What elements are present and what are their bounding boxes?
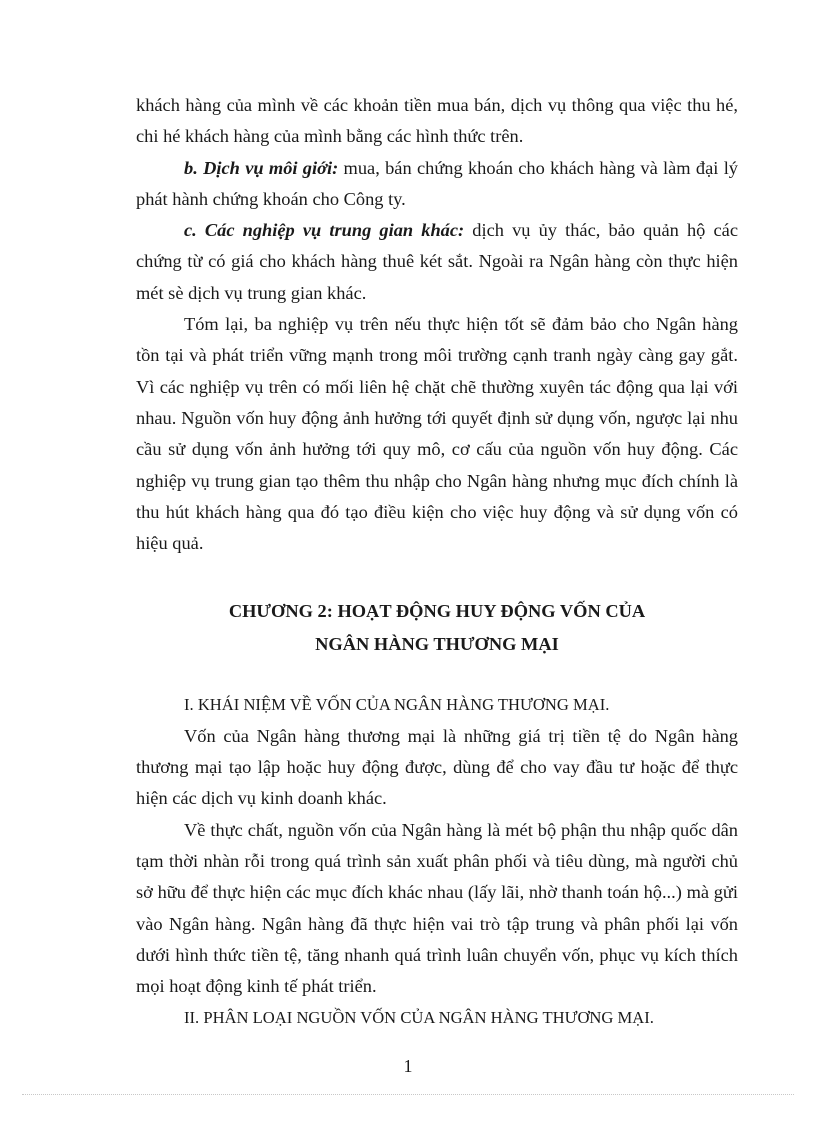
page-number: 1 [403, 1056, 413, 1076]
paragraph-brokerage [136, 153, 738, 216]
paragraph-capital-nature: Về thực chất, nguồn vốn của Ngân hàng là mét bộ phận thu nhập quốc dân tạm thời nhàn rỗi trong quá trình sản xuất phân phối và tiêu dùng, mà người chủ sở hữu để thực hiện các mục đích khác nhau (lấy lãi, nhờ thanh toán hộ...) mà gửi vào Ngân hàng. Ngân hàng đã thực hiện vai trò tập trung và phân phối lại vốn dưới hình thức tiền tệ, tăng nhanh quá trình luân chuyển vốn, phục vụ kích thích mọi hoạt động kinh tế phát triển. [136, 819, 738, 997]
intermediary-heading: c. Các nghiệp vụ trung gian khác: [184, 220, 465, 241]
paragraph-summary: Tóm lại, ba nghiệp vụ trên nếu thực hiện tốt sẽ đảm bảo cho Ngân hàng tồn tại và phát triển vững mạnh trong môi trường cạnh tranh ngày càng gay gắt. Vì các nghiệp vụ trên có mối liên hệ chặt chẽ thường xuyên tác động qua lại với nhau. Nguồn vốn huy động ảnh hưởng tới quyết định sử dụng vốn, ngược lại nhu cầu sử dụng vốn ảnh hưởng tới quy mô, cơ cấu của nguồn vốn huy động. Các nghiệp vụ trung gian tạo thêm thu nhập cho Ngân hàng nhưng mục đích chính là thu hút khách hàng qua đó tạo điều kiện cho việc huy động và sử dụng vốn có hiệu quả. [136, 314, 738, 554]
document-body [136, 90, 738, 1034]
section-heading-1: I. KHÁI NIỆM VỀ VỐN CỦA NGÂN HÀNG THƯƠNG MẠI. [184, 695, 610, 715]
paragraph-intermediary [136, 215, 738, 309]
chapter-title-line-2: NGÂN HÀNG THƯƠNG MẠI [315, 634, 559, 655]
paragraph-capital-definition: Vốn của Ngân hàng thương mại là những giá trị tiền tệ do Ngân hàng thương mại tạo lập hoặc huy động được, dùng để cho vay đầu tư hoặc để thực hiện các dịch vụ kinh doanh khác. [136, 725, 738, 809]
section-heading-2: II. PHÂN LOẠI NGUỒN VỐN CỦA NGÂN HÀNG THƯƠNG MẠI. [184, 1008, 654, 1028]
chapter-title-line-1: CHƯƠNG 2: HOẠT ĐỘNG HUY ĐỘNG VỐN CỦA [228, 601, 646, 622]
brokerage-text: mua, bán chứng khoán cho khách hàng và làm đại lý phát hành chứng khoán cho Công ty. [136, 157, 739, 209]
intermediary-text: dịch vụ ủy thác, bảo quản hộ các chứng từ có giá cho khách hàng thuê két sắt. Ngoài ra Ngân hàng còn thực hiện mét sè dịch vụ trung gian khác. [136, 220, 738, 303]
chapter-title [136, 595, 738, 661]
brokerage-heading: b. Dịch vụ môi giới: [184, 157, 339, 178]
paragraph-continuation: khách hàng của mình về các khoản tiền mua bán, dịch vụ thông qua việc thu hé, chi hé khách hàng của mình bằng các hình thức trên. [136, 95, 738, 147]
page-bottom-divider [22, 1094, 794, 1095]
